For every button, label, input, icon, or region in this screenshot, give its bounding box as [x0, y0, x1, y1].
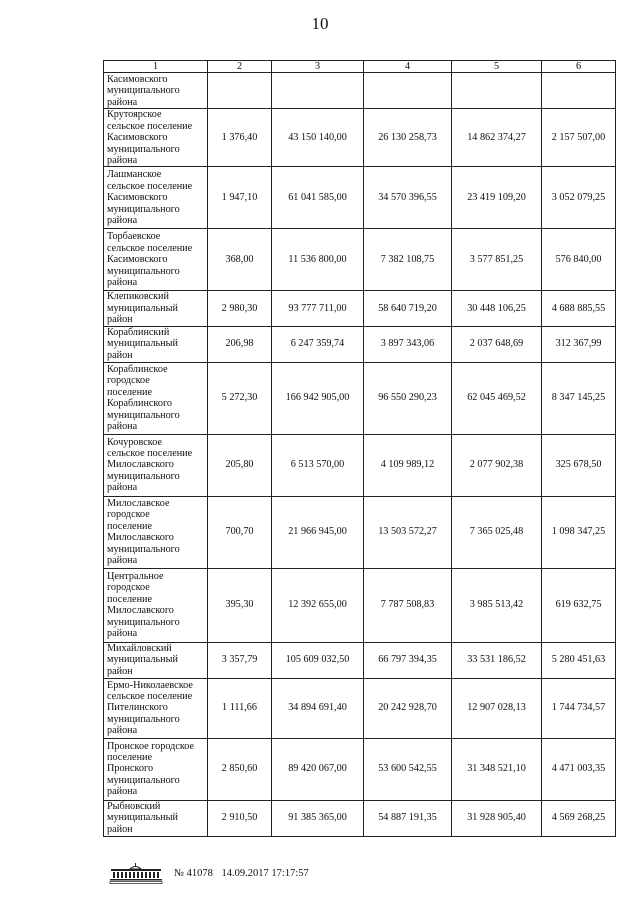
- column-header: 3: [272, 61, 364, 73]
- column-header: 2: [208, 61, 272, 73]
- column-header: 4: [364, 61, 452, 73]
- value-cell-c2: 395,30: [208, 568, 272, 642]
- table-body: [104, 73, 616, 836]
- value-cell-c6: 619 632,75: [542, 568, 616, 642]
- municipality-name-line: муниципального: [107, 265, 180, 277]
- value-cell-c2: 205,80: [208, 434, 272, 496]
- municipality-name-line: Пронское городское: [107, 740, 195, 752]
- value-cell-c5: 7 365 025,48: [452, 496, 542, 568]
- column-header: 6: [542, 61, 616, 73]
- municipality-name-line: района: [107, 155, 138, 167]
- municipality-name-line: района: [107, 627, 138, 639]
- municipality-name-line: район: [107, 349, 133, 361]
- municipality-name-cell: [104, 642, 208, 678]
- building-emblem-icon: [108, 862, 164, 884]
- table-row: [104, 738, 616, 800]
- value-cell-c3: 89 420 067,00: [272, 738, 364, 800]
- municipality-name-cell: [104, 434, 208, 496]
- municipality-name-line: муниципальный: [107, 654, 178, 666]
- value-cell-c3: 6 513 570,00: [272, 434, 364, 496]
- value-cell-c4: [364, 73, 452, 109]
- municipality-name-line: муниципального: [107, 143, 180, 155]
- municipality-name-cell: [104, 496, 208, 568]
- municipality-name-line: Милославского: [107, 605, 174, 617]
- footer-stamp: [108, 862, 315, 884]
- value-cell-c2: 2 980,30: [208, 291, 272, 326]
- municipality-name-line: района: [107, 215, 138, 227]
- municipality-name-line: муниципальный: [107, 302, 178, 314]
- value-cell-c3: 93 777 711,00: [272, 291, 364, 326]
- municipality-name-line: муниципального: [107, 774, 180, 786]
- municipality-name-cell: [104, 73, 208, 109]
- municipality-name-line: района: [107, 420, 138, 432]
- value-cell-c4: 66 797 394,35: [364, 642, 452, 678]
- municipality-name-line: муниципального: [107, 203, 180, 215]
- table-row: [104, 109, 616, 167]
- municipality-name-line: Пителинского: [107, 702, 168, 714]
- value-cell-c2: [208, 73, 272, 109]
- value-cell-c5: 2 077 902,38: [452, 434, 542, 496]
- table-row: [104, 167, 616, 229]
- municipality-name-cell: [104, 326, 208, 362]
- value-cell-c6: 4 569 268,25: [542, 800, 616, 836]
- value-cell-c3: 105 609 032,50: [272, 642, 364, 678]
- municipality-name-line: района: [107, 482, 138, 494]
- value-cell-c4: 54 887 191,35: [364, 800, 452, 836]
- municipality-name-line: Центральное: [107, 570, 164, 582]
- column-header: 5: [452, 61, 542, 73]
- municipality-name-line: район: [107, 665, 133, 677]
- municipality-name-cell: [104, 800, 208, 836]
- municipality-name-line: Михайловский: [107, 643, 172, 655]
- header-row: [104, 61, 616, 73]
- value-cell-c5: 31 928 905,40: [452, 800, 542, 836]
- value-cell-c2: 2 850,60: [208, 738, 272, 800]
- value-cell-c4: 34 570 396,55: [364, 167, 452, 229]
- value-cell-c4: 7 382 108,75: [364, 229, 452, 291]
- value-cell-c4: 4 109 989,12: [364, 434, 452, 496]
- value-cell-c6: [542, 73, 616, 109]
- value-cell-c2: 3 357,79: [208, 642, 272, 678]
- municipality-name-line: Милославского: [107, 532, 174, 544]
- value-cell-c2: 368,00: [208, 229, 272, 291]
- municipality-name-line: сельское поселение: [107, 448, 193, 460]
- budget-table: [103, 60, 616, 837]
- municipality-name-line: муниципального: [107, 470, 180, 482]
- table-row: [104, 73, 616, 109]
- municipality-name-cell: [104, 678, 208, 738]
- table-row: [104, 568, 616, 642]
- municipality-name-line: муниципального: [107, 543, 180, 555]
- municipality-name-cell: [104, 362, 208, 434]
- value-cell-c3: 91 385 365,00: [272, 800, 364, 836]
- value-cell-c4: 3 897 343,06: [364, 326, 452, 362]
- value-cell-c5: 3 985 513,42: [452, 568, 542, 642]
- value-cell-c6: 8 347 145,25: [542, 362, 616, 434]
- value-cell-c4: 96 550 290,23: [364, 362, 452, 434]
- value-cell-c6: 576 840,00: [542, 229, 616, 291]
- table-row: [104, 496, 616, 568]
- value-cell-c4: 20 242 928,70: [364, 678, 452, 738]
- municipality-name-line: Торбаевское: [107, 231, 161, 243]
- municipality-name-line: муниципальный: [107, 338, 178, 350]
- municipality-name-line: Касимовского: [107, 132, 168, 144]
- value-cell-c4: 26 130 258,73: [364, 109, 452, 167]
- value-cell-c6: 3 052 079,25: [542, 167, 616, 229]
- value-cell-c4: 7 787 508,83: [364, 568, 452, 642]
- municipality-name-line: муниципального: [107, 409, 180, 421]
- value-cell-c2: 1 111,66: [208, 678, 272, 738]
- value-cell-c3: 34 894 691,40: [272, 678, 364, 738]
- municipality-name-line: Ермо-Николаевское: [107, 679, 193, 691]
- value-cell-c5: 30 448 106,25: [452, 291, 542, 326]
- value-cell-c3: 6 247 359,74: [272, 326, 364, 362]
- municipality-name-line: Кораблинское: [107, 363, 168, 375]
- value-cell-c5: 33 531 186,52: [452, 642, 542, 678]
- municipality-name-line: Крутоярское: [107, 109, 162, 121]
- document-number: № 41078: [174, 867, 213, 879]
- value-cell-c6: 312 367,99: [542, 326, 616, 362]
- value-cell-c5: 14 862 374,27: [452, 109, 542, 167]
- municipality-name-line: муниципального: [107, 713, 180, 725]
- value-cell-c3: 61 041 585,00: [272, 167, 364, 229]
- value-cell-c3: 21 966 945,00: [272, 496, 364, 568]
- municipality-name-line: район: [107, 314, 133, 326]
- municipality-name-line: Кораблинский: [107, 327, 170, 339]
- value-cell-c4: 53 600 542,55: [364, 738, 452, 800]
- table-row: [104, 229, 616, 291]
- municipality-name-line: Милославское: [107, 497, 170, 509]
- page-number: 10: [311, 14, 329, 33]
- municipality-name-line: Кораблинского: [107, 398, 172, 410]
- value-cell-c5: 31 348 521,10: [452, 738, 542, 800]
- value-cell-c6: 325 678,50: [542, 434, 616, 496]
- municipality-name-line: поселение: [107, 593, 152, 605]
- municipality-name-line: района: [107, 554, 138, 566]
- municipality-name-line: Касимовского: [107, 254, 168, 266]
- value-cell-c3: 11 536 800,00: [272, 229, 364, 291]
- municipality-name-line: Лашманское: [107, 169, 162, 181]
- column-header: 1: [104, 61, 208, 73]
- value-cell-c3: [272, 73, 364, 109]
- municipality-name-line: муниципального: [107, 85, 180, 97]
- municipality-name-line: муниципального: [107, 616, 180, 628]
- table-row: [104, 678, 616, 738]
- municipality-name-line: сельское поселение: [107, 691, 193, 703]
- value-cell-c5: 3 577 851,25: [452, 229, 542, 291]
- table-row: [104, 800, 616, 836]
- value-cell-c2: 206,98: [208, 326, 272, 362]
- municipality-name-line: Милославского: [107, 459, 174, 471]
- municipality-name-line: муниципальный: [107, 812, 178, 824]
- municipality-name-line: городское: [107, 509, 150, 521]
- value-cell-c5: [452, 73, 542, 109]
- municipality-name-line: поселение: [107, 752, 152, 764]
- municipality-name-line: Касимовского: [107, 73, 168, 85]
- municipality-name-cell: [104, 568, 208, 642]
- value-cell-c3: 12 392 655,00: [272, 568, 364, 642]
- municipality-name-line: поселение: [107, 386, 152, 398]
- municipality-name-cell: [104, 109, 208, 167]
- municipality-name-line: сельское поселение: [107, 180, 193, 192]
- municipality-name-line: Пронского: [107, 763, 154, 775]
- municipality-name-cell: [104, 738, 208, 800]
- municipality-name-line: район: [107, 823, 133, 835]
- municipality-name-line: Касимовского: [107, 192, 168, 204]
- value-cell-c4: 13 503 572,27: [364, 496, 452, 568]
- municipality-name-cell: [104, 291, 208, 326]
- table-row: [104, 642, 616, 678]
- municipality-name-line: Кочуровское: [107, 436, 162, 448]
- value-cell-c6: 2 157 507,00: [542, 109, 616, 167]
- registration-stamp: [174, 868, 315, 879]
- municipality-name-line: района: [107, 277, 138, 289]
- value-cell-c6: 5 280 451,63: [542, 642, 616, 678]
- table-row: [104, 362, 616, 434]
- municipality-name-line: Клепиковский: [107, 291, 169, 303]
- municipality-name-line: сельское поселение: [107, 120, 193, 132]
- value-cell-c5: 62 045 469,52: [452, 362, 542, 434]
- table-row: [104, 326, 616, 362]
- table-row: [104, 291, 616, 326]
- municipality-name-line: района: [107, 725, 138, 737]
- value-cell-c6: 4 471 003,35: [542, 738, 616, 800]
- value-cell-c4: 58 640 719,20: [364, 291, 452, 326]
- value-cell-c2: 5 272,30: [208, 362, 272, 434]
- value-cell-c2: 700,70: [208, 496, 272, 568]
- municipality-name-cell: [104, 229, 208, 291]
- municipality-name-line: района: [107, 96, 138, 108]
- value-cell-c2: 1 947,10: [208, 167, 272, 229]
- municipality-name-line: Рыбновский: [107, 801, 161, 813]
- value-cell-c3: 166 942 905,00: [272, 362, 364, 434]
- registration-datetime: 14.09.2017 17:17:57: [221, 867, 309, 879]
- table-row: [104, 434, 616, 496]
- value-cell-c5: 23 419 109,20: [452, 167, 542, 229]
- value-cell-c5: 12 907 028,13: [452, 678, 542, 738]
- value-cell-c6: 1 098 347,25: [542, 496, 616, 568]
- value-cell-c2: 2 910,50: [208, 800, 272, 836]
- value-cell-c6: 4 688 885,55: [542, 291, 616, 326]
- municipality-name-line: поселение: [107, 520, 152, 532]
- value-cell-c2: 1 376,40: [208, 109, 272, 167]
- value-cell-c3: 43 150 140,00: [272, 109, 364, 167]
- municipality-name-line: района: [107, 786, 138, 798]
- municipality-name-cell: [104, 167, 208, 229]
- municipality-name-line: городское: [107, 582, 150, 594]
- value-cell-c5: 2 037 648,69: [452, 326, 542, 362]
- value-cell-c6: 1 744 734,57: [542, 678, 616, 738]
- municipality-name-line: городское: [107, 375, 150, 387]
- municipality-name-line: сельское поселение: [107, 242, 193, 254]
